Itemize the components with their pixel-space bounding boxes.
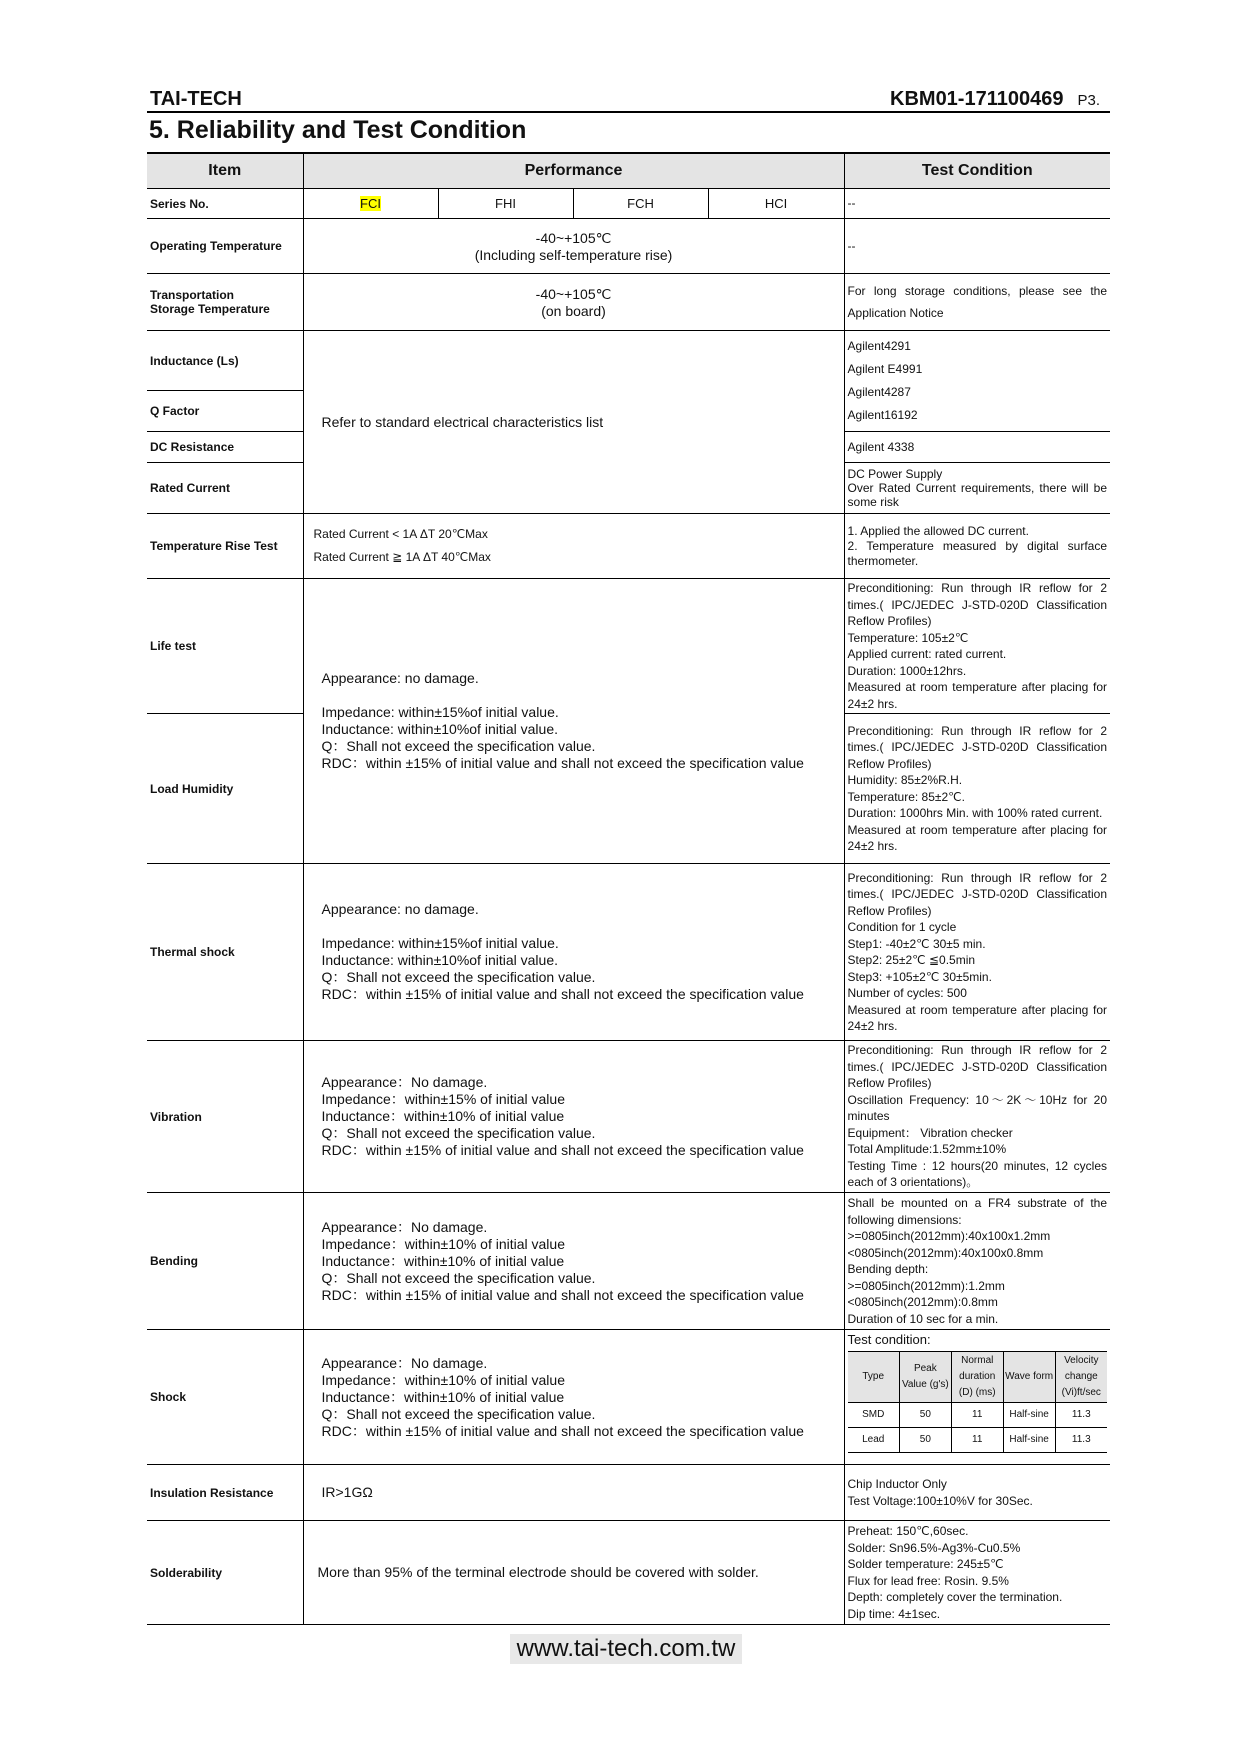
item-label: Inductance (Ls) bbox=[147, 331, 303, 391]
header-rule bbox=[147, 111, 1110, 113]
item-label: Bending bbox=[147, 1193, 303, 1330]
table-row bbox=[147, 1330, 1110, 1465]
shock-table bbox=[848, 1351, 1108, 1453]
series-value: FCH bbox=[573, 189, 708, 219]
reliability-table bbox=[147, 152, 1110, 1625]
table-row bbox=[147, 514, 1110, 579]
table-row bbox=[147, 1521, 1110, 1625]
item-label: DC Resistance bbox=[147, 432, 303, 463]
header-cell: Wave form bbox=[1003, 1352, 1055, 1403]
item-label: Shock bbox=[147, 1330, 303, 1465]
header-cell: Peak Value (g's) bbox=[899, 1352, 951, 1403]
test-condition: Agilent 4338 bbox=[844, 432, 1110, 463]
item-label: Temperature Rise Test bbox=[147, 514, 303, 579]
performance: Rated Current < 1A ΔT 20℃Max Rated Current ≧ 1A ΔT 40℃Max bbox=[303, 514, 844, 579]
page-header bbox=[147, 88, 1110, 112]
table-row bbox=[147, 331, 1110, 391]
cell: 11.3 bbox=[1055, 1428, 1107, 1453]
table-row bbox=[147, 864, 1110, 1041]
brand: TAI-TECH bbox=[150, 88, 242, 110]
page-number: P3. bbox=[1077, 92, 1100, 109]
cell: SMD bbox=[848, 1403, 900, 1428]
item-label: Transportation Storage Temperature bbox=[147, 274, 303, 331]
table-row bbox=[147, 1193, 1110, 1330]
table-row bbox=[147, 189, 1110, 219]
performance: -40~+105℃ (on board) bbox=[303, 274, 844, 331]
performance: Appearance：No damage. Impedance：within±10% of initial value Inductance：within±10% of initial value Q：Shall not exceed the specification value. RDC：within ±15% of initial value and shall not exceed the specification value bbox=[303, 1330, 844, 1465]
cell: 50 bbox=[899, 1403, 951, 1428]
performance: Appearance：No damage. Impedance：within±10% of initial value Inductance：within±10% of initial value Q：Shall not exceed the specification value. RDC：within ±15% of initial value and shall not exceed the specification value bbox=[303, 1193, 844, 1330]
cell: Half-sine bbox=[1003, 1403, 1055, 1428]
shock-table-row bbox=[848, 1403, 1108, 1428]
item-label: Rated Current bbox=[147, 463, 303, 514]
header-cell: Normal duration (D) (ms) bbox=[951, 1352, 1003, 1403]
header-cell: Type bbox=[848, 1352, 900, 1403]
col-performance: Performance bbox=[303, 153, 844, 189]
table-row bbox=[147, 274, 1110, 331]
test-condition: Chip Inductor Only Test Voltage:100±10%V for 30Sec. bbox=[844, 1465, 1110, 1521]
table-row bbox=[147, 579, 1110, 714]
section-title: 5. Reliability and Test Condition bbox=[149, 116, 527, 144]
test-condition: Preconditioning: Run through IR reflow for 2 times.( IPC/JEDEC J-STD-020D Classification Reflow Profiles) Humidity: 85±2%R.H. Temperature: 85±2℃. Duration: 1000hrs Min. with 100% rated current. Measured at room temperature after placing for 24±2 hrs. bbox=[844, 714, 1110, 864]
series-value: FHI bbox=[438, 189, 573, 219]
test-condition: Preconditioning: Run through IR reflow for 2 times.( IPC/JEDEC J-STD-020D Classification Reflow Profiles) Oscillation Frequency: 10～2K～10Hz for 20 minutes Equipment： Vibration checker Total Amplitude:1.52mm±10% Testing Time : 12 hours(20 minutes, 12 cycles each of 3 orientations)。 bbox=[844, 1041, 1110, 1193]
header-cell: Velocity change (Vi)ft/sec bbox=[1055, 1352, 1107, 1403]
cell: Lead bbox=[848, 1428, 900, 1453]
series-value: FCI bbox=[360, 196, 381, 211]
test-condition: Agilent4291 Agilent E4991 Agilent4287 Agilent16192 bbox=[844, 331, 1110, 432]
performance: Refer to standard electrical characteristics list bbox=[303, 331, 844, 514]
test-condition: For long storage conditions, please see the Application Notice bbox=[844, 274, 1110, 331]
item-label: Solderability bbox=[147, 1521, 303, 1625]
test-condition: -- bbox=[844, 219, 1110, 274]
performance: Appearance：No damage. Impedance：within±15% of initial value Inductance：within±10% of initial value Q：Shall not exceed the specification value. RDC：within ±15% of initial value and shall not exceed the specification value bbox=[303, 1041, 844, 1193]
test-condition: Preconditioning: Run through IR reflow for 2 times.( IPC/JEDEC J-STD-020D Classification Reflow Profiles) Temperature: 105±2℃ Applied current: rated current. Duration: 1000±12hrs. Measured at room temperature after placing for 24±2 hrs. bbox=[844, 579, 1110, 714]
shock-test-condition bbox=[844, 1330, 1110, 1465]
item-label: Series No. bbox=[147, 189, 303, 219]
table-row bbox=[147, 1041, 1110, 1193]
cell: 11 bbox=[951, 1428, 1003, 1453]
website-link[interactable]: www.tai-tech.com.tw bbox=[510, 1634, 742, 1664]
shock-table-header bbox=[848, 1352, 1108, 1403]
test-condition: -- bbox=[844, 189, 1110, 219]
performance: Appearance: no damage. Impedance: within±15%of initial value. Inductance: within±10%of initial value. Q：Shall not exceed the specification value. RDC：within ±15% of initial value and shall not exceed the specification value bbox=[303, 864, 844, 1041]
cell: 11 bbox=[951, 1403, 1003, 1428]
test-condition: Preconditioning: Run through IR reflow for 2 times.( IPC/JEDEC J-STD-020D Classification Reflow Profiles) Condition for 1 cycle Step1: -40±2℃ 30±5 min. Step2: 25±2℃ ≦0.5min Step3: +105±2℃ 30±5min. Number of cycles: 500 Measured at room temperature after placing for 24±2 hrs. bbox=[844, 864, 1110, 1041]
item-label: Operating Temperature bbox=[147, 219, 303, 274]
doc-number bbox=[890, 88, 1100, 111]
test-condition: DC Power Supply Over Rated Current requirements, there will be some risk bbox=[844, 463, 1110, 514]
item-label: Vibration bbox=[147, 1041, 303, 1193]
cell: 50 bbox=[899, 1428, 951, 1453]
col-item: Item bbox=[147, 153, 303, 189]
test-condition: 1. Applied the allowed DC current. 2. Temperature measured by digital surface thermometer. bbox=[844, 514, 1110, 579]
performance: Appearance: no damage. Impedance: within±15%of initial value. Inductance: within±10%of initial value. Q：Shall not exceed the specification value. RDC：within ±15% of initial value and shall not exceed the specification value bbox=[303, 579, 844, 864]
test-condition-title: Test condition: bbox=[847, 1332, 931, 1347]
test-condition: Preheat: 150℃,60sec. Solder: Sn96.5%-Ag3%-Cu0.5% Solder temperature: 245±5℃ Flux for lead free: Rosin. 9.5% Depth: completely cover the termination. Dip time: 4±1sec. bbox=[844, 1521, 1110, 1625]
test-condition: Shall be mounted on a FR4 substrate of the following dimensions: >=0805inch(2012mm):40x100x1.2mm <0805inch(2012mm):40x100x0.8mm Bending depth: >=0805inch(2012mm):1.2mm <0805inch(2012mm):0.8mm Duration of 10 sec for a min. bbox=[844, 1193, 1110, 1330]
doc-id: KBM01-171100469 bbox=[890, 88, 1064, 110]
table-row bbox=[147, 219, 1110, 274]
item-label: Insulation Resistance bbox=[147, 1465, 303, 1521]
item-label: Q Factor bbox=[147, 391, 303, 432]
col-test: Test Condition bbox=[844, 153, 1110, 189]
series-value: HCI bbox=[708, 189, 844, 219]
performance: -40~+105℃ (Including self-temperature rise) bbox=[303, 219, 844, 274]
performance: More than 95% of the terminal electrode should be covered with solder. bbox=[303, 1521, 844, 1625]
item-label: Life test bbox=[147, 579, 303, 714]
item-label: Thermal shock bbox=[147, 864, 303, 1041]
table-row bbox=[147, 1465, 1110, 1521]
performance: IR>1GΩ bbox=[303, 1465, 844, 1521]
shock-table-row bbox=[848, 1428, 1108, 1453]
cell: Half-sine bbox=[1003, 1428, 1055, 1453]
item-label: Load Humidity bbox=[147, 714, 303, 864]
cell: 11.3 bbox=[1055, 1403, 1107, 1428]
